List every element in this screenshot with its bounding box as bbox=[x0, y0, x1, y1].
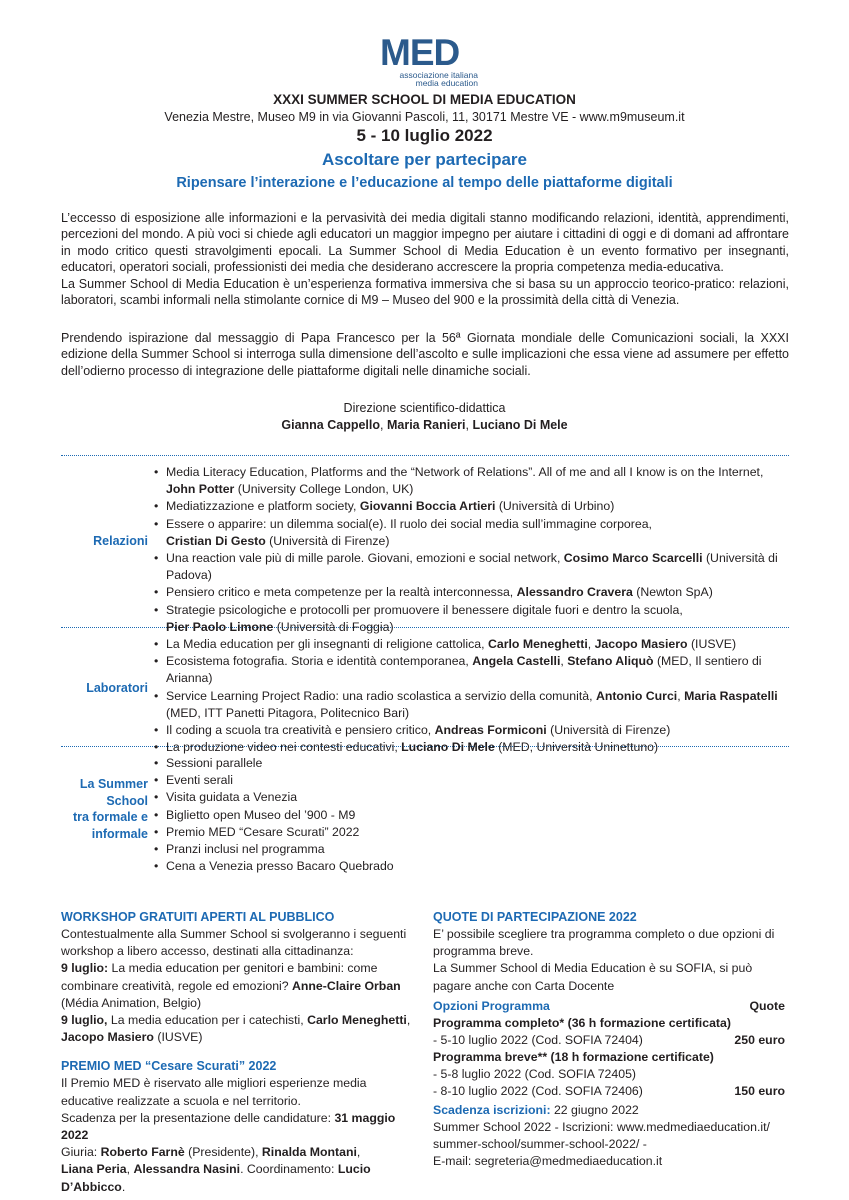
speaker-name: Stefano Aliquò bbox=[567, 654, 654, 669]
separator: , bbox=[380, 418, 387, 432]
talk-title: Media Literacy Education, Platforms and the “Network of Relations”. All of me and all I know is on the Internet, bbox=[166, 465, 764, 479]
workshop-date: 9 luglio, bbox=[61, 1013, 108, 1028]
speaker-affiliation: (Università di Firenze) bbox=[546, 723, 671, 738]
jury-member: Roberto Farnè bbox=[100, 1145, 185, 1160]
price-table bbox=[433, 998, 785, 1100]
speaker-affiliation: (Università di Urbino) bbox=[495, 499, 615, 514]
jury-member: Liana Peria bbox=[61, 1162, 127, 1177]
director-name: Gianna Cappello bbox=[281, 418, 381, 432]
label-line: tra formale e bbox=[72, 810, 148, 824]
contact-email[interactable]: E-mail: segreteria@medmediaeducation.it bbox=[433, 1154, 663, 1169]
speaker-affiliation: (Università di Foggia) bbox=[273, 619, 394, 634]
speaker-name: Angela Castelli bbox=[472, 654, 561, 669]
option-dates: - 8-10 luglio 2022 (Cod. SOFIA 72406) bbox=[433, 1083, 643, 1098]
speaker-affiliation: (IUSVE) bbox=[687, 637, 737, 651]
premio-jury bbox=[61, 1144, 416, 1196]
list-item: • Premio MED “Cesare Scurati” 2022 bbox=[152, 824, 792, 841]
separator: , bbox=[587, 637, 595, 651]
list-item bbox=[152, 498, 792, 515]
speaker-name: Andreas Formiconi bbox=[434, 723, 547, 738]
lab-title: Service Learning Project Radio: una radio scolastica a servizio della comunità, bbox=[166, 688, 596, 703]
label-line: informale bbox=[91, 826, 148, 841]
option-label: Programma breve** (18 h formazione certificate) bbox=[433, 1049, 714, 1064]
option-dates: - 5-10 luglio 2022 (Cod. SOFIA 72404) bbox=[433, 1032, 643, 1047]
jury-role: (Presidente), bbox=[184, 1145, 262, 1160]
speaker-name: Carlo Meneghetti bbox=[487, 637, 588, 651]
speaker-affiliation: (Università di Firenze) bbox=[265, 533, 390, 548]
workshop-title: La media education per i catechisti, bbox=[107, 1013, 308, 1028]
event-theme: Ascoltare per partecipare bbox=[321, 150, 528, 169]
med-logo bbox=[380, 34, 480, 86]
column-header: Quote bbox=[749, 998, 785, 1013]
premio-text: Il Premio MED è riservato alle migliori esperienze media educative realizzate a scuola e nel territorio. bbox=[61, 1076, 367, 1108]
speaker-affiliation: (University College London, UK) bbox=[234, 482, 414, 497]
scientific-direction bbox=[0, 400, 849, 434]
workshop-item bbox=[61, 1012, 416, 1046]
registration-link[interactable]: Summer School 2022 - Iscrizioni: www.medmediaeducation.it/ bbox=[433, 1120, 770, 1135]
workshop-item bbox=[61, 960, 416, 1012]
direction-label: Direzione scientifico-didattica bbox=[343, 401, 506, 415]
coordinator-label: . Coordinamento: bbox=[240, 1162, 338, 1177]
event-title: XXXI SUMMER SCHOOL DI MEDIA EDUCATION bbox=[273, 92, 576, 107]
intro-paragraph-2: La Summer School di Media Education è un’esperienza formativa immersiva che si basa su un approccio teorico-pratico: relazioni, laboratori, scambi informali nella stimolante cornice di M9 – Museo del 900 e la prossimità della città di Venezia. bbox=[61, 276, 789, 308]
jury-member: Alessandra Nasini bbox=[133, 1162, 241, 1177]
speaker-name: Antonio Curci bbox=[595, 688, 678, 703]
direction-names bbox=[0, 417, 849, 434]
logo-tagline-2: media education bbox=[415, 78, 478, 88]
intro-paragraph-1: L’eccesso di esposizione alle informazioni e la pervasività dei media digitali stanno modificando relazioni, identità, apprendimenti, percezioni del mondo. A più voci si chiede agli educatori un maggior impegno per aiutare i cittadini di oggi e di domani ad affrontare in modo critico questi stravolgimenti epocali. La Summer School di Media Education è un evento formativo per insegnanti, educatori, operatori sociali, professionisti dei media che desiderano accrescere la propria competenza media-educativa. bbox=[61, 211, 789, 275]
list-item bbox=[152, 516, 792, 550]
event-venue: Venezia Mestre, Museo M9 in via Giovanni Pascoli, 11, 30171 Mestre VE - www.m9museum.it bbox=[164, 110, 685, 124]
option-price: 150 euro bbox=[734, 1083, 785, 1098]
list-item: • Cena a Venezia presso Bacaro Quebrado bbox=[152, 858, 792, 875]
list-item bbox=[152, 739, 792, 756]
speaker-affiliation: (Università di Padova) bbox=[166, 551, 778, 583]
quote-text-1: E’ possibile scegliere tra programma completo o due opzioni di programma breve. bbox=[433, 927, 775, 959]
speaker-name: Cosimo Marco Scarcelli bbox=[563, 551, 703, 566]
section-label-laboratori: Laboratori bbox=[86, 681, 148, 695]
separator: , bbox=[560, 654, 568, 669]
list-item bbox=[152, 584, 792, 601]
jury-label: Giuria: bbox=[61, 1145, 101, 1160]
section-divider bbox=[61, 455, 789, 456]
table-row bbox=[433, 1032, 785, 1049]
speaker-name: Carlo Meneghetti bbox=[307, 1013, 407, 1028]
workshop-title: La media education per genitori e bambini: come combinare creatività, regole ed emozioni? bbox=[61, 961, 378, 993]
lab-title: La produzione video nei contesti educativi, bbox=[166, 740, 402, 755]
separator: , bbox=[677, 688, 685, 703]
option-dates: - 5-8 luglio 2022 (Cod. SOFIA 72405) bbox=[433, 1066, 637, 1081]
speaker-name: Jacopo Masiero bbox=[61, 1030, 154, 1045]
label-line: School bbox=[106, 793, 148, 808]
workshop-heading: WORKSHOP GRATUITI APERTI AL PUBBLICO bbox=[61, 910, 335, 924]
director-name: Luciano Di Mele bbox=[472, 418, 568, 432]
talk-title: Essere o apparire: un dilemma social(e). Il ruolo dei social media sull’immagine corporea, bbox=[166, 516, 652, 531]
list-item: • Biglietto open Museo del ’900 - M9 bbox=[152, 807, 792, 824]
list-item bbox=[152, 464, 792, 498]
talk-title: Mediatizzazione e platform society, bbox=[166, 499, 360, 514]
quote-section bbox=[433, 909, 789, 1171]
list-item: • Visita guidata a Venezia bbox=[152, 789, 792, 806]
deadline-label: Scadenza per la presentazione delle candidature: bbox=[61, 1110, 335, 1125]
speaker-name: Cristian Di Gesto bbox=[166, 533, 266, 548]
speaker-affiliation: (MED, ITT Panetti Pitagora, Politecnico Bari) bbox=[166, 705, 410, 720]
event-dates: 5 - 10 luglio 2022 bbox=[356, 126, 493, 145]
table-header bbox=[433, 998, 785, 1015]
separator: , bbox=[356, 1145, 361, 1160]
deadline-label: Scadenza iscrizioni: bbox=[433, 1102, 551, 1117]
workshop-intro: Contestualmente alla Summer School si svolgeranno i seguenti workshop a libero accesso, destinati alla cittadinanza: bbox=[61, 927, 407, 959]
list-item: • Eventi serali bbox=[152, 772, 792, 789]
speaker-affiliation: (MED, Il sentiero di Arianna) bbox=[166, 654, 762, 686]
speaker-name: Luciano Di Mele bbox=[401, 740, 495, 755]
speaker-name: Jacopo Masiero bbox=[594, 637, 688, 651]
label-line: La Summer bbox=[79, 777, 148, 791]
speaker-name: Anne-Claire Orban bbox=[292, 978, 401, 993]
lab-title: La Media education per gli insegnanti di religione cattolica, bbox=[166, 637, 488, 651]
talk-title: Pensiero critico e meta competenze per la realtà interconnessa, bbox=[166, 585, 517, 600]
premio-deadline bbox=[61, 1110, 416, 1144]
list-item bbox=[152, 550, 792, 584]
table-row bbox=[433, 1049, 785, 1066]
talk-title: Strategie psicologiche e protocolli per promuovere il benessere digitale fuori e dentro la scuola, bbox=[166, 602, 683, 617]
option-label: Programma completo* (36 h formazione certificata) bbox=[433, 1015, 731, 1030]
coordinator-name: Lucio D’Abbicco bbox=[61, 1162, 371, 1194]
separator: , bbox=[465, 418, 473, 432]
workshop-date: 9 luglio: bbox=[61, 961, 109, 976]
separator: , bbox=[406, 1013, 411, 1028]
speaker-affiliation: (IUSVE) bbox=[153, 1030, 203, 1045]
speaker-name: John Potter bbox=[166, 482, 235, 497]
laboratori-list bbox=[152, 636, 792, 756]
registration-deadline bbox=[433, 1102, 789, 1119]
deadline-date: 31 maggio 2022 bbox=[61, 1110, 396, 1143]
speaker-name: Pier Paolo Limone bbox=[166, 619, 274, 634]
list-item: • Pranzi inclusi nel programma bbox=[152, 841, 792, 858]
lab-title: Il coding a scuola tra creatività e pensiero critico, bbox=[166, 723, 435, 738]
lab-title: Ecosistema fotografia. Storia e identità contemporanea, bbox=[166, 654, 473, 669]
column-header: Opzioni Programma bbox=[433, 998, 550, 1013]
workshop-section bbox=[61, 909, 416, 1196]
speaker-affiliation: (MED, Università Uninettuno) bbox=[494, 740, 659, 755]
logo-mark: MED bbox=[380, 32, 460, 73]
deadline-date: 22 giugno 2022 bbox=[550, 1102, 639, 1117]
speaker-name: Giovanni Boccia Artieri bbox=[359, 499, 496, 514]
jury-member: Rinalda Montani bbox=[261, 1145, 357, 1160]
list-item bbox=[152, 636, 792, 653]
intro-paragraph-3: Prendendo ispirazione dal messaggio di Papa Francesco per la 56ª Giornata mondiale delle Comunicazioni sociali, la XXXI edizione della Summer School si interroga sulla dimensione dell’ascolto e sulle implicazioni che essa viene ad assumere per effetto dell’odierno processo di integrazione delle piattaforme digitali nelle dinamiche sociali. bbox=[61, 331, 789, 378]
option-price: 250 euro bbox=[734, 1032, 785, 1047]
list-item bbox=[152, 602, 792, 636]
table-row bbox=[433, 1083, 785, 1100]
table-row bbox=[433, 1015, 785, 1032]
registration-link-cont[interactable]: summer-school/summer-school-2022/ - bbox=[433, 1137, 647, 1152]
speaker-name: Alessandro Cravera bbox=[516, 585, 633, 600]
list-item bbox=[152, 688, 792, 722]
premio-heading: PREMIO MED “Cesare Scurati” 2022 bbox=[61, 1059, 277, 1074]
separator: , bbox=[126, 1162, 134, 1177]
logo-tagline-1: associazione italiana bbox=[399, 70, 478, 80]
separator: . bbox=[121, 1179, 126, 1194]
relazioni-list bbox=[152, 464, 792, 636]
quote-text-2: La Summer School di Media Education è su SOFIA, si può pagare anche con Carta Docente bbox=[433, 961, 753, 993]
table-row bbox=[433, 1066, 785, 1083]
list-item bbox=[152, 722, 792, 739]
talk-title: Una reaction vale più di mille parole. Giovani, emozioni e social network, bbox=[166, 551, 564, 566]
quote-heading: QUOTE DI PARTECIPAZIONE 2022 bbox=[433, 910, 637, 924]
speaker-affiliation: (Newton SpA) bbox=[632, 585, 713, 600]
speaker-affiliation: (Média Animation, Belgio) bbox=[61, 995, 202, 1010]
list-item bbox=[152, 653, 792, 687]
list-item: • Sessioni parallele bbox=[152, 755, 792, 772]
section-label-informale bbox=[73, 776, 148, 842]
event-subtitle: Ripensare l’interazione e l’educazione al tempo delle piattaforme digitali bbox=[176, 175, 673, 191]
speaker-name: Maria Raspatelli bbox=[684, 688, 778, 703]
section-label-relazioni: Relazioni bbox=[93, 534, 148, 548]
director-name: Maria Ranieri bbox=[386, 418, 466, 432]
informale-list bbox=[152, 755, 792, 875]
intro-text bbox=[61, 210, 789, 308]
